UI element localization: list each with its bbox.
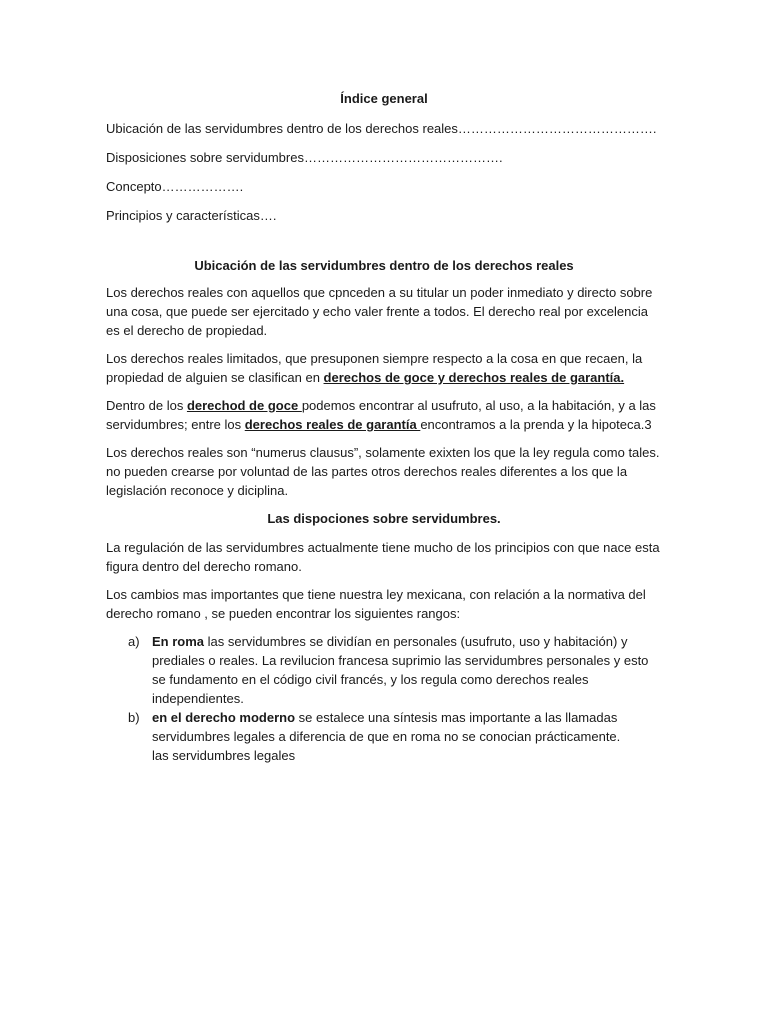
paragraph-text: encontramos a la prenda y la hipoteca.3 <box>420 417 652 432</box>
section-heading-disposiciones: Las dispociones sobre servidumbres. <box>267 511 501 526</box>
list-item-text: las servidumbres se dividían en personales (usufruto, uso y habitación) y prediales o reales. La revilucion francesa suprimio las servidumbres personales y esto se fundamento en el código civil francés, y los regula como derechos reales independientes. <box>152 634 649 706</box>
emphasis-derechod-goce: derechod de goce <box>186 398 302 413</box>
toc-item-concepto[interactable]: Concepto………………. <box>106 179 244 194</box>
emphasis-goce-garantia: derechos de goce y derechos reales de garantía. <box>323 370 625 385</box>
paragraph-text: Dentro de los <box>106 398 187 413</box>
changes-list <box>106 632 662 765</box>
emphasis-reales-garantia: derechos reales de garantía <box>244 417 421 432</box>
section-heading-ubicacion: Ubicación de las servidumbres dentro de los derechos reales <box>194 258 574 273</box>
paragraph-text: podemos encontrar al usufruto, al uso, a la habitación, y a las servidumbres; entre los <box>106 398 656 432</box>
toc-item-disposiciones[interactable]: Disposiciones sobre servidumbres………………………………………. <box>106 150 503 165</box>
document-page <box>106 88 662 765</box>
list-item-extra: las servidumbres legales <box>152 748 296 763</box>
list-item-bold: En roma <box>152 634 205 649</box>
list-item <box>106 708 662 765</box>
paragraph-derechos-limitados <box>106 349 662 387</box>
paragraph-cambios: Los cambios mas importantes que tiene nuestra ley mexicana, con relación a la normativa del derecho romano , se pueden encontrar los siguientes rangos: <box>106 587 646 621</box>
list-item <box>106 632 662 708</box>
toc-item-principios[interactable]: Principios y características…. <box>106 208 277 223</box>
list-item-text: se estalece una síntesis mas importante a las llamadas servidumbres legales a diferencia de que en roma no se conocian prácticamente. <box>152 710 621 744</box>
paragraph-numerus-clausus: Los derechos reales son “numerus clausus”, solamente exixten los que la ley regula como tales. no pueden crearse por voluntad de las partes otros derechos reales diferentes a los que la legislación reconoce y diciplina. <box>106 445 660 498</box>
list-item-bold: en el derecho moderno <box>152 710 296 725</box>
list-marker: a) <box>128 634 140 649</box>
toc-title: Índice general <box>340 91 428 106</box>
paragraph-text: Los derechos reales limitados, que presuponen siempre respecto a la cosa en que recaen, la propiedad de alguien se clasifican en <box>106 351 643 385</box>
paragraph-derechos-reales: Los derechos reales con aquellos que cpnceden a su titular un poder inmediato y directo sobre una cosa, que puede ser ejercitado y echo valer frente a todos. El derecho real por excelencia es el derecho de propiedad. <box>106 285 653 338</box>
list-marker: b) <box>128 710 140 725</box>
paragraph-derechos-goce <box>106 396 662 434</box>
toc-item-ubicacion[interactable]: Ubicación de las servidumbres dentro de los derechos reales………………………………………. <box>106 121 657 136</box>
paragraph-regulacion: La regulación de las servidumbres actualmente tiene mucho de los principios con que nace esta figura dentro del derecho romano. <box>106 540 660 574</box>
